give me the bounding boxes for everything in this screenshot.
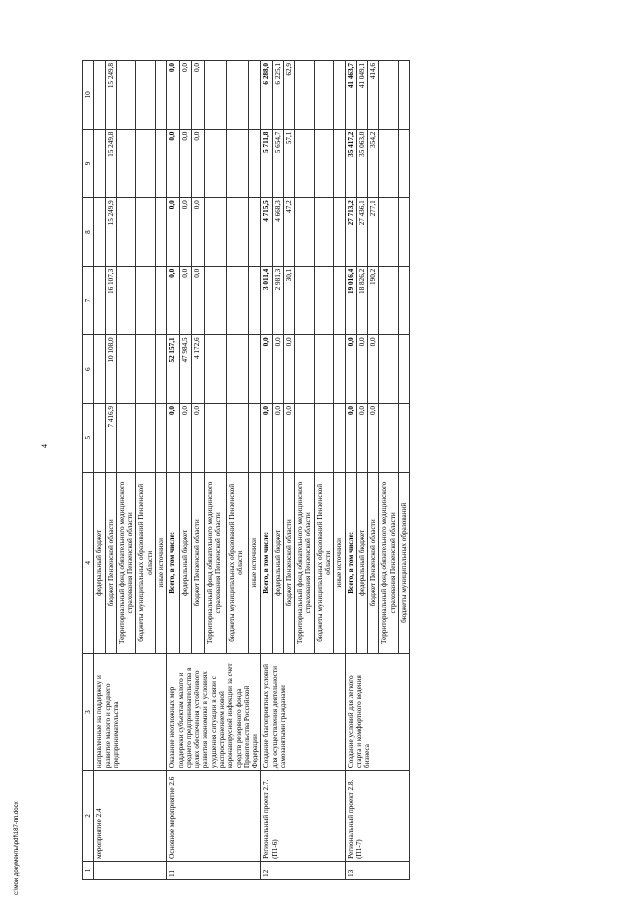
- amount-cell: [399, 61, 410, 130]
- amount-cell: 41 463,7: [345, 61, 356, 130]
- amount-cell: [295, 335, 315, 404]
- amount-cell: [379, 61, 399, 130]
- amount-cell: [399, 198, 410, 267]
- amount-cell: 4 715,5: [261, 198, 272, 267]
- header-cell: 9: [83, 129, 94, 198]
- amount-cell: 0,0: [179, 61, 192, 130]
- funding-source: бюджет Пензенской области: [192, 472, 205, 654]
- measure-name: Основное мероприятие 2.6: [167, 771, 261, 862]
- amount-cell: [94, 198, 105, 267]
- amount-cell: [334, 335, 345, 404]
- amount-cell: [334, 266, 345, 335]
- amount-cell: [94, 403, 105, 472]
- funding-source: федеральный бюджет: [272, 472, 283, 654]
- funding-source: бюджет Пензенской области: [368, 472, 379, 654]
- amount-cell: 16 107,3: [105, 266, 116, 335]
- amount-cell: [94, 335, 105, 404]
- amount-cell: [226, 403, 248, 472]
- amount-cell: 0,0: [167, 266, 180, 335]
- amount-cell: [334, 61, 345, 130]
- amount-cell: 6 288,0: [261, 61, 272, 130]
- amount-cell: 0,0: [356, 335, 367, 404]
- amount-cell: [136, 266, 156, 335]
- amount-cell: 47 984,5: [179, 335, 192, 404]
- amount-cell: [379, 403, 399, 472]
- table-row: [167, 61, 180, 880]
- amount-cell: 7 416,9: [105, 403, 116, 472]
- amount-cell: [379, 335, 399, 404]
- amount-cell: 4 668,3: [272, 198, 283, 267]
- amount-cell: [314, 61, 334, 130]
- amount-cell: 6 225,1: [272, 61, 283, 130]
- amount-cell: 57,1: [283, 129, 294, 198]
- row-number: 13: [345, 861, 410, 879]
- measure-name: Региональный проект 2.8. (П1-7): [345, 771, 410, 862]
- amount-cell: [155, 403, 166, 472]
- header-cell: 7: [83, 266, 94, 335]
- amount-cell: 15 249,8: [105, 61, 116, 130]
- amount-cell: [136, 335, 156, 404]
- amount-cell: [226, 266, 248, 335]
- amount-cell: [116, 335, 136, 404]
- amount-cell: 0,0: [167, 198, 180, 267]
- amount-cell: [136, 198, 156, 267]
- funding-source: бюджет Пензенской области: [105, 472, 116, 654]
- amount-cell: 0,0: [261, 403, 272, 472]
- funding-source: Территориальный фонд обязательного медицинского страхования Пензенской области: [116, 472, 136, 654]
- amount-cell: [295, 61, 315, 130]
- amount-cell: [248, 129, 261, 198]
- funding-source: федеральный бюджет: [179, 472, 192, 654]
- amount-cell: 4 172,6: [192, 335, 205, 404]
- amount-cell: 0,0: [345, 335, 356, 404]
- funding-source: иные источники: [334, 472, 345, 654]
- funding-source: бюджеты муниципальных образований: [399, 472, 410, 654]
- amount-cell: [116, 266, 136, 335]
- amount-cell: 0,0: [356, 403, 367, 472]
- header-cell: 5: [83, 403, 94, 472]
- amount-cell: 35 417,2: [345, 129, 356, 198]
- header-cell: 1: [83, 861, 94, 879]
- header-cell: 10: [83, 61, 94, 130]
- table-row: [94, 61, 105, 880]
- measure-name: Региональный проект 2.7. (П1-6): [261, 771, 345, 862]
- funding-source: бюджеты муниципальных образований Пензенской области: [314, 472, 334, 654]
- amount-cell: 52 157,1: [167, 335, 180, 404]
- amount-cell: [399, 335, 410, 404]
- header-cell: 2: [83, 771, 94, 862]
- funding-source: иные источники: [248, 472, 261, 654]
- amount-cell: [334, 198, 345, 267]
- amount-cell: 27 436,1: [356, 198, 367, 267]
- amount-cell: [248, 403, 261, 472]
- amount-cell: 0,0: [179, 266, 192, 335]
- row-number: 12: [261, 861, 345, 879]
- row-number: 11: [167, 861, 261, 879]
- amount-cell: 19 016,4: [345, 266, 356, 335]
- rotated-table-wrapper: [82, 60, 602, 880]
- amount-cell: [205, 266, 227, 335]
- amount-cell: 62,9: [283, 61, 294, 130]
- header-cell: 3: [83, 654, 94, 771]
- amount-cell: [155, 198, 166, 267]
- amount-cell: [399, 403, 410, 472]
- amount-cell: 18 826,2: [356, 266, 367, 335]
- amount-cell: [226, 335, 248, 404]
- amount-cell: 0,0: [192, 266, 205, 335]
- amount-cell: [136, 129, 156, 198]
- funding-source: бюджеты муниципальных образований Пензенской области: [226, 472, 248, 654]
- amount-cell: [248, 335, 261, 404]
- amount-cell: [379, 266, 399, 335]
- amount-cell: [379, 129, 399, 198]
- amount-cell: 0,0: [179, 198, 192, 267]
- funding-source: иные источники: [155, 472, 166, 654]
- header-row: [83, 61, 94, 880]
- amount-cell: 0,0: [192, 403, 205, 472]
- amount-cell: [314, 129, 334, 198]
- amount-cell: [314, 266, 334, 335]
- amount-cell: [155, 129, 166, 198]
- row-number: [94, 861, 167, 879]
- amount-cell: 0,0: [179, 129, 192, 198]
- amount-cell: 0,0: [272, 403, 283, 472]
- header-cell: 8: [83, 198, 94, 267]
- amount-cell: 0,0: [192, 61, 205, 130]
- amount-cell: [94, 266, 105, 335]
- amount-cell: 15 249,8: [105, 129, 116, 198]
- amount-cell: 0,0: [179, 403, 192, 472]
- funding-source: Территориальный фонд обязательного медицинского страхования Пензенской области: [379, 472, 399, 654]
- amount-cell: 0,0: [192, 198, 205, 267]
- header-cell: 4: [83, 472, 94, 654]
- amount-cell: [205, 198, 227, 267]
- amount-cell: 30,1: [283, 266, 294, 335]
- amount-cell: [314, 198, 334, 267]
- amount-cell: [116, 61, 136, 130]
- amount-cell: 0,0: [368, 403, 379, 472]
- amount-cell: 35 063,0: [356, 129, 367, 198]
- amount-cell: [314, 335, 334, 404]
- amount-cell: 2 981,3: [272, 266, 283, 335]
- amount-cell: 0,0: [167, 129, 180, 198]
- amount-cell: [295, 403, 315, 472]
- amount-cell: [314, 403, 334, 472]
- header-cell: 6: [83, 335, 94, 404]
- amount-cell: [248, 61, 261, 130]
- amount-cell: [136, 403, 156, 472]
- amount-cell: 15 249,9: [105, 198, 116, 267]
- amount-cell: [94, 61, 105, 130]
- amount-cell: [295, 129, 315, 198]
- funding-source: бюджеты муниципальных образований Пензенской области: [136, 472, 156, 654]
- amount-cell: [94, 129, 105, 198]
- funding-source: бюджет Пензенской области: [283, 472, 294, 654]
- amount-cell: [334, 403, 345, 472]
- amount-cell: [155, 335, 166, 404]
- amount-cell: 41 049,1: [356, 61, 367, 130]
- amount-cell: [205, 61, 227, 130]
- amount-cell: 0,0: [167, 403, 180, 472]
- amount-cell: 414,6: [368, 61, 379, 130]
- funding-source: федеральный бюджет: [356, 472, 367, 654]
- amount-cell: [116, 129, 136, 198]
- funding-source: Всего, в том числе:: [345, 472, 356, 654]
- amount-cell: [334, 129, 345, 198]
- amount-cell: 27 713,2: [345, 198, 356, 267]
- measure-name: мероприятие 2.4: [94, 771, 167, 862]
- amount-cell: [205, 335, 227, 404]
- table-row: [261, 61, 272, 880]
- funding-source: Территориальный фонд обязательного медицинского страхования Пензенской области: [205, 472, 227, 654]
- amount-cell: 5 654,7: [272, 129, 283, 198]
- amount-cell: 3 011,4: [261, 266, 272, 335]
- amount-cell: [295, 198, 315, 267]
- amount-cell: [226, 61, 248, 130]
- amount-cell: 354,2: [368, 129, 379, 198]
- funding-source: Всего, в том числе:: [261, 472, 272, 654]
- measure-description: Создание условий для легкого старта и комфортного ведения бизнеса: [345, 654, 410, 771]
- amount-cell: 0,0: [283, 403, 294, 472]
- amount-cell: [155, 61, 166, 130]
- amount-cell: [248, 266, 261, 335]
- measure-description: Оказание неотложных мер поддержки субъектам малого и среднего предпринимательства в целях обеспечения устойчивого развития экономики в условиях ухудшения ситуации в связи с распространением новой коронавирусной инфекции за счет средств резервного фонда Правительства Российской Федерации: [167, 654, 261, 771]
- amount-cell: 10 108,0: [105, 335, 116, 404]
- amount-cell: [205, 129, 227, 198]
- amount-cell: 0,0: [345, 403, 356, 472]
- amount-cell: [295, 266, 315, 335]
- amount-cell: 0,0: [283, 335, 294, 404]
- amount-cell: [116, 403, 136, 472]
- funding-source: Всего, в том числе:: [167, 472, 180, 654]
- amount-cell: 47,2: [283, 198, 294, 267]
- amount-cell: [116, 198, 136, 267]
- amount-cell: 0,0: [261, 335, 272, 404]
- file-path-footer: c:\мои документы\pdf\187-пп.docx: [14, 801, 20, 895]
- amount-cell: 0,0: [192, 129, 205, 198]
- amount-cell: [155, 266, 166, 335]
- amount-cell: 0,0: [167, 61, 180, 130]
- amount-cell: 0,0: [368, 335, 379, 404]
- page-number: 4: [40, 444, 49, 448]
- measure-description: направленные на поддержку и развитие малого и среднего предпринимательства: [94, 654, 167, 771]
- amount-cell: [399, 266, 410, 335]
- amount-cell: [136, 61, 156, 130]
- amount-cell: 0,0: [272, 335, 283, 404]
- funding-source: Территориальный фонд обязательного медицинского страхования Пензенской области: [295, 472, 315, 654]
- amount-cell: [226, 129, 248, 198]
- amount-cell: [399, 129, 410, 198]
- amount-cell: 190,2: [368, 266, 379, 335]
- table-row: [345, 61, 356, 880]
- funding-source: федеральный бюджет: [94, 472, 105, 654]
- amount-cell: 5 711,8: [261, 129, 272, 198]
- measure-description: Создание благоприятных условий для осуществления деятельности самозанятыми гражданами: [261, 654, 345, 771]
- amount-cell: [248, 198, 261, 267]
- amount-cell: [205, 403, 227, 472]
- amount-cell: 277,1: [368, 198, 379, 267]
- amount-cell: [226, 198, 248, 267]
- amount-cell: [379, 198, 399, 267]
- budget-table: [82, 60, 410, 880]
